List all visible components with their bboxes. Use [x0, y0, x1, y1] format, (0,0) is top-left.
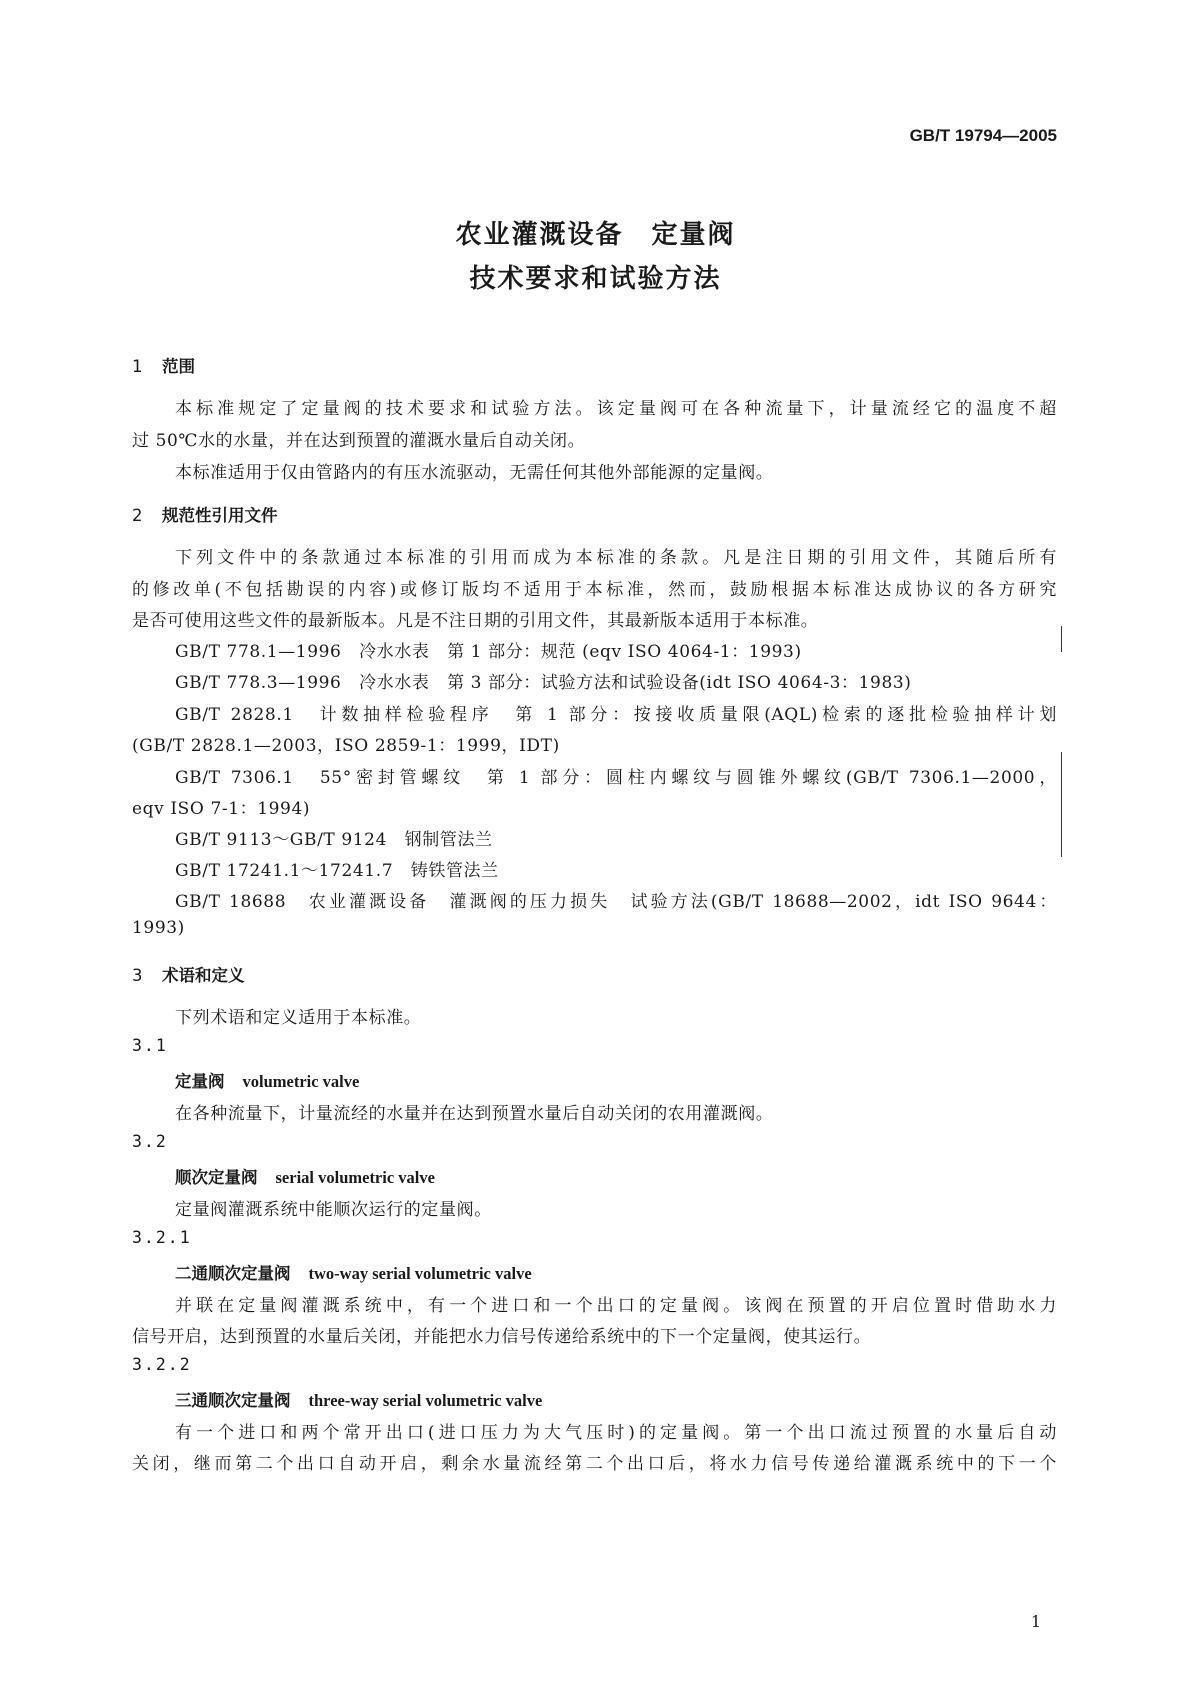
revision-change-bar — [1061, 626, 1062, 652]
term-english: volumetric valve — [242, 1072, 360, 1091]
term-chinese: 定量阀 — [175, 1072, 225, 1091]
section-1-paragraph-1-line-1: 本标准规定了定量阀的技术要求和试验方法。该定量阀可在各种流量下，计量流经它的温度不超 — [175, 399, 1057, 419]
term-definition-line-1: 并联在定量阀灌溉系统中，有一个进口和一个出口的定量阀。该阀在预置的开启位置时借助水力 — [175, 1296, 1057, 1316]
term-chinese: 顺次定量阀 — [175, 1168, 258, 1187]
term-definition-line-1: 有一个进口和两个常开出口(进口压力为大气压时)的定量阀。第一个出口流过预置的水量后自动 — [175, 1423, 1057, 1443]
reference-item-continuation: 1993) — [132, 918, 185, 938]
clause-number: 3.2 — [132, 1132, 168, 1151]
document-title-line2: 技术要求和试验方法 — [469, 264, 722, 294]
standard-code: GB/T 19794—2005 — [909, 126, 1057, 145]
section-1-paragraph-2: 本标准适用于仅由管路内的有压水流驱动，无需任何其他外部能源的定量阀。 — [175, 463, 774, 483]
section-3-intro: 下列术语和定义适用于本标准。 — [175, 1008, 422, 1028]
section-title: 范围 — [162, 357, 195, 376]
section-1-paragraph-1-line-2: 过 50℃水的水量，并在达到预置的灌溉水量后自动关闭。 — [132, 431, 586, 451]
section-title: 术语和定义 — [162, 966, 245, 985]
term-definition: 定量阀灌溉系统中能顺次运行的定量阀。 — [175, 1200, 492, 1220]
section-number: 3 — [132, 966, 143, 985]
section-number: 1 — [132, 357, 143, 376]
reference-item-continuation: (GB/T 2828.1—2003，ISO 2859-1：1999，IDT) — [132, 736, 560, 756]
reference-item: GB/T 7306.1 55°密封管螺纹 第 1 部分：圆柱内螺纹与圆锥外螺纹(GB/T 7306.1—2000， — [175, 768, 1057, 788]
reference-item: GB/T 18688 农业灌溉设备 灌溉阀的压力损失 试验方法(GB/T 18688—2002，idt ISO 9644： — [175, 892, 1057, 912]
reference-item: GB/T 17241.1～17241.7 铸铁管法兰 — [175, 861, 499, 881]
term-entry — [175, 1164, 435, 1188]
section-2-intro-line-1: 下列文件中的条款通过本标准的引用而成为本标准的条款。凡是注日期的引用文件，其随后所有 — [175, 548, 1057, 568]
document-title-line1: 农业灌溉设备 定量阀 — [455, 220, 736, 250]
reference-item: GB/T 2828.1 计数抽样检验程序 第 1 部分：按接收质量限(AQL)检索的逐批检验抽样计划 — [175, 705, 1057, 725]
clause-number: 3.2.1 — [132, 1228, 192, 1247]
term-english: two-way serial volumetric valve — [308, 1264, 532, 1283]
section-2-intro-line-3: 是否可使用这些文件的最新版本。凡是不注日期的引用文件，其最新版本适用于本标准。 — [132, 611, 819, 631]
reference-item: GB/T 778.1—1996 冷水水表 第 1 部分：规范 (eqv ISO 4064-1：1993) — [175, 642, 802, 662]
term-entry — [175, 1387, 542, 1411]
term-definition: 在各种流量下，计量流经的水量并在达到预置水量后自动关闭的农用灌溉阀。 — [175, 1104, 774, 1124]
reference-item: GB/T 778.3—1996 冷水水表 第 3 部分：试验方法和试验设备(idt ISO 4064-3：1983) — [175, 673, 912, 693]
reference-item: GB/T 9113～GB/T 9124 钢制管法兰 — [175, 830, 493, 850]
term-chinese: 二通顺次定量阀 — [175, 1264, 291, 1283]
term-entry — [175, 1260, 532, 1284]
term-english: three-way serial volumetric valve — [308, 1391, 543, 1410]
clause-number: 3.2.2 — [132, 1355, 192, 1374]
section-2-intro-line-2: 的修改单(不包括勘误的内容)或修订版均不适用于本标准，然而，鼓励根据本标准达成协议的各方研究 — [132, 580, 1057, 600]
term-english: serial volumetric valve — [275, 1168, 435, 1187]
revision-change-bar — [1061, 752, 1062, 857]
section-3-heading — [132, 962, 245, 986]
term-chinese: 三通顺次定量阀 — [175, 1391, 291, 1410]
term-entry — [175, 1068, 359, 1092]
term-definition-line-2: 信号开启，达到预置的水量后关闭，并能把水力信号传递给系统中的下一个定量阀，使其运行。 — [132, 1327, 872, 1347]
section-1-heading — [132, 353, 195, 377]
term-definition-line-2: 关闭，继而第二个出口自动开启，剩余水量流经第二个出口后，将水力信号传递给灌溉系统中的下一个 — [132, 1454, 1057, 1474]
clause-number: 3.1 — [132, 1036, 168, 1055]
section-title: 规范性引用文件 — [162, 506, 278, 525]
section-number: 2 — [132, 506, 143, 525]
section-2-heading — [132, 502, 278, 526]
page-number: 1 — [1030, 1612, 1041, 1631]
reference-item-continuation: eqv ISO 7-1：1994) — [132, 799, 311, 819]
